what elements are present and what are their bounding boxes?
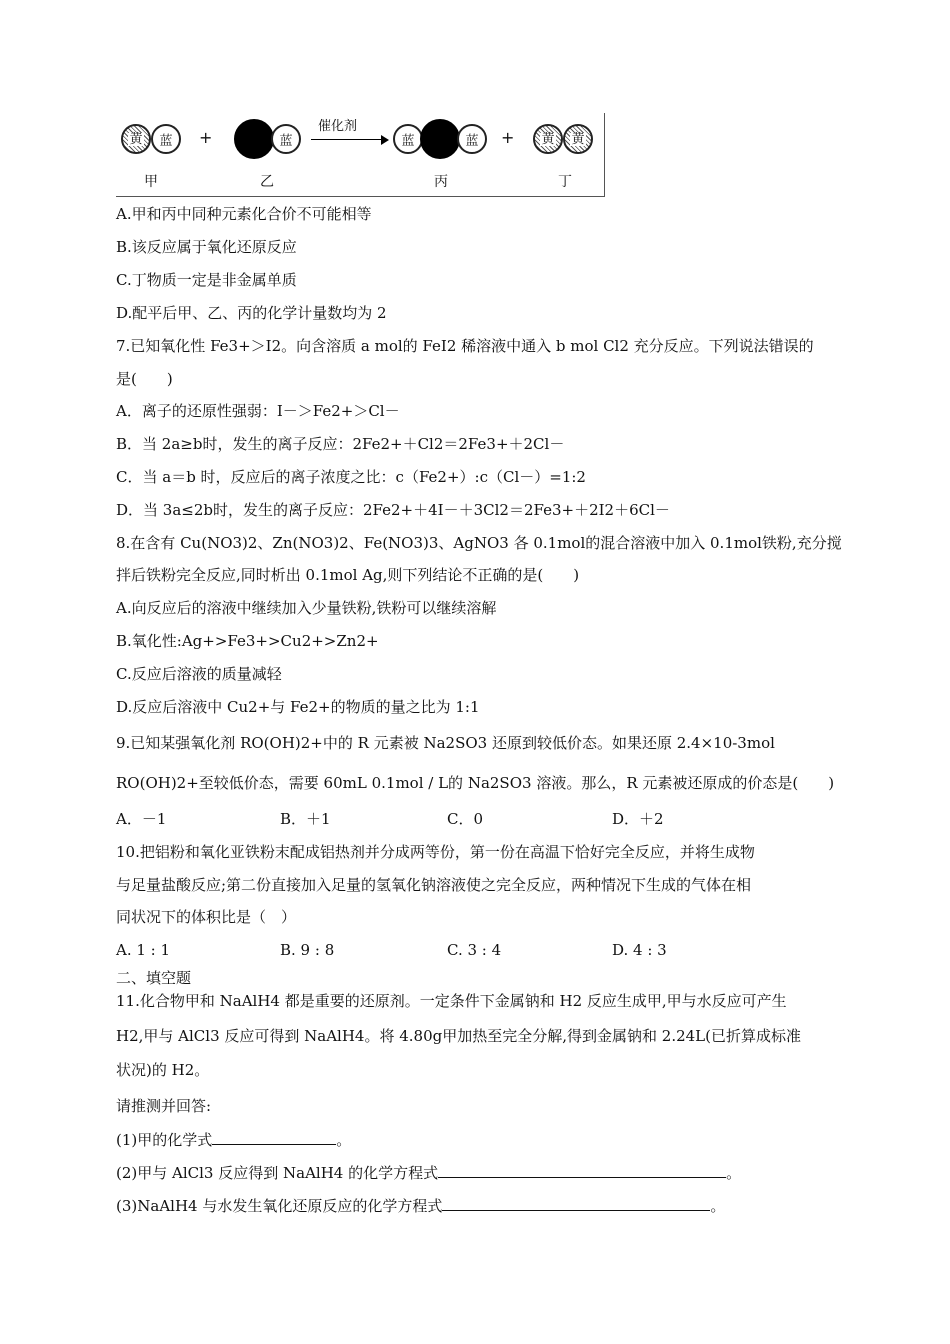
reaction-figure (116, 113, 605, 197)
q8-option-a: A.向反应后的溶液中继续加入少量铁粉,铁粉可以继续溶解 (116, 599, 497, 617)
arrow-head-icon (381, 135, 389, 145)
label-jia: 甲 (144, 174, 158, 190)
answer-blank-3[interactable] (442, 1196, 710, 1211)
q9-stem-cont: RO(OH)2+至较低价态，需要 60mL 0.1mol / L的 Na2SO3 溶液。那么，R 元素被还原成的价态是( ) (116, 774, 835, 792)
reaction-arrow-icon (311, 139, 383, 140)
blue-atom-icon: 蓝 (393, 124, 423, 154)
q6-option-a: A.甲和丙中同种元素化合价不可能相等 (116, 205, 372, 223)
q6-option-c: C.丁物质一定是非金属单质 (116, 271, 297, 289)
black-atom-icon (420, 119, 460, 159)
label-yi: 乙 (260, 174, 274, 190)
q6-option-b: B.该反应属于氧化还原反应 (116, 238, 297, 256)
q9-stem: 9.已知某强氧化剂 RO(OH)2+中的 R 元素被 Na2SO3 还原到较低价态。如果还原 2.4×10-3mol (116, 734, 775, 752)
label-bing: 丙 (434, 174, 448, 190)
period: 。 (710, 1197, 726, 1215)
black-atom-icon (234, 119, 274, 159)
q11-prompt: 请推测并回答: (116, 1097, 212, 1115)
q11-part3 (116, 1196, 725, 1216)
plus-sign: + (501, 128, 515, 147)
q7-stem: 7.已知氧化性 Fe3+＞I2。向含溶质 a mol的 FeI2 稀溶液中通入 b mol Cl2 充分反应。下列说法错误的 (116, 337, 814, 355)
blue-atom-icon: 蓝 (151, 124, 181, 154)
answer-blank-1[interactable] (212, 1130, 336, 1145)
q7-option-d: D．当 3a≤2b时，发生的离子反应：2Fe2+＋4I－＋3Cl2＝2Fe3+＋2I2＋6Cl－ (116, 501, 670, 519)
q11-stem-cont: H2,甲与 AlCl3 反应可得到 NaAlH4。将 4.80g甲加热至完全分解,得到金属钠和 2.24L(已折算成标准 (116, 1027, 801, 1045)
q11-stem-cont2: 状况)的 H2。 (116, 1061, 210, 1079)
q9-option-d: D．＋2 (612, 810, 664, 828)
q7-stem-cont: 是( ) (116, 370, 173, 388)
plus-sign: + (199, 128, 213, 147)
yellow-atom-icon: 黄 (563, 124, 593, 154)
catalyst-label: 催化剂 (318, 119, 358, 134)
q10-stem-cont: 与足量盐酸反应;第二份直接加入足量的氢氧化钠溶液使之完全反应，两种情况下生成的气体在相 (116, 876, 752, 894)
q8-stem-cont: 拌后铁粉完全反应,同时析出 0.1mol Ag,则下列结论不正确的是( ) (116, 566, 580, 584)
q7-option-a: A．离子的还原性强弱：I－＞Fe2+＞Cl－ (116, 402, 400, 420)
q10-option-c: C. 3 : 4 (447, 941, 502, 959)
q7-option-b: B．当 2a≥b时，发生的离子反应：2Fe2+＋Cl2＝2Fe3+＋2Cl－ (116, 435, 565, 453)
q7-option-c: C．当 a＝b 时，反应后的离子浓度之比：c（Fe2+）:c（Cl－）=1:2 (116, 468, 586, 486)
q10-stem-cont2: 同状况下的体积比是（ ） (116, 908, 297, 926)
q11-part1 (116, 1130, 351, 1150)
q8-option-d: D.反应后溶液中 Cu2+与 Fe2+的物质的量之比为 1:1 (116, 698, 480, 716)
q11-part3-text: (3)NaAlH4 与水发生氧化还原反应的化学方程式 (116, 1197, 443, 1215)
period: 。 (336, 1131, 352, 1149)
yellow-atom-icon: 黄 (121, 124, 151, 154)
section-heading: 二、填空题 (116, 969, 192, 987)
answer-blank-2[interactable] (438, 1163, 726, 1178)
q10-option-d: D. 4 : 3 (612, 941, 667, 959)
q11-part2-text: (2)甲与 AlCl3 反应得到 NaAlH4 的化学方程式 (116, 1164, 439, 1182)
q9-option-b: B．＋1 (280, 810, 331, 828)
period: 。 (726, 1164, 742, 1182)
q9-option-c: C．0 (447, 810, 484, 828)
q11-part2 (116, 1163, 741, 1183)
blue-atom-icon: 蓝 (457, 124, 487, 154)
q10-option-a: A. 1 : 1 (116, 941, 171, 959)
q8-option-c: C.反应后溶液的质量减轻 (116, 665, 282, 683)
q11-part1-text: (1)甲的化学式 (116, 1131, 213, 1149)
blue-atom-icon: 蓝 (271, 124, 301, 154)
q11-stem: 11.化合物甲和 NaAlH4 都是重要的还原剂。一定条件下金属钠和 H2 反应生成甲,甲与水反应可产生 (116, 992, 787, 1010)
q10-option-b: B. 9 : 8 (280, 941, 335, 959)
q10-stem: 10.把铝粉和氧化亚铁粉末配成铝热剂并分成两等份，第一份在高温下恰好完全反应，并将生成物 (116, 843, 755, 861)
yellow-atom-icon: 黄 (533, 124, 563, 154)
label-ding: 丁 (558, 174, 572, 190)
q8-option-b: B.氧化性:Ag+>Fe3+>Cu2+>Zn2+ (116, 632, 379, 650)
q6-option-d: D.配平后甲、乙、丙的化学计量数均为 2 (116, 304, 387, 322)
q9-option-a: A．－1 (116, 810, 167, 828)
q8-stem: 8.在含有 Cu(NO3)2、Zn(NO3)2、Fe(NO3)3、AgNO3 各 0.1mol的混合溶液中加入 0.1mol铁粉,充分搅 (116, 534, 842, 552)
